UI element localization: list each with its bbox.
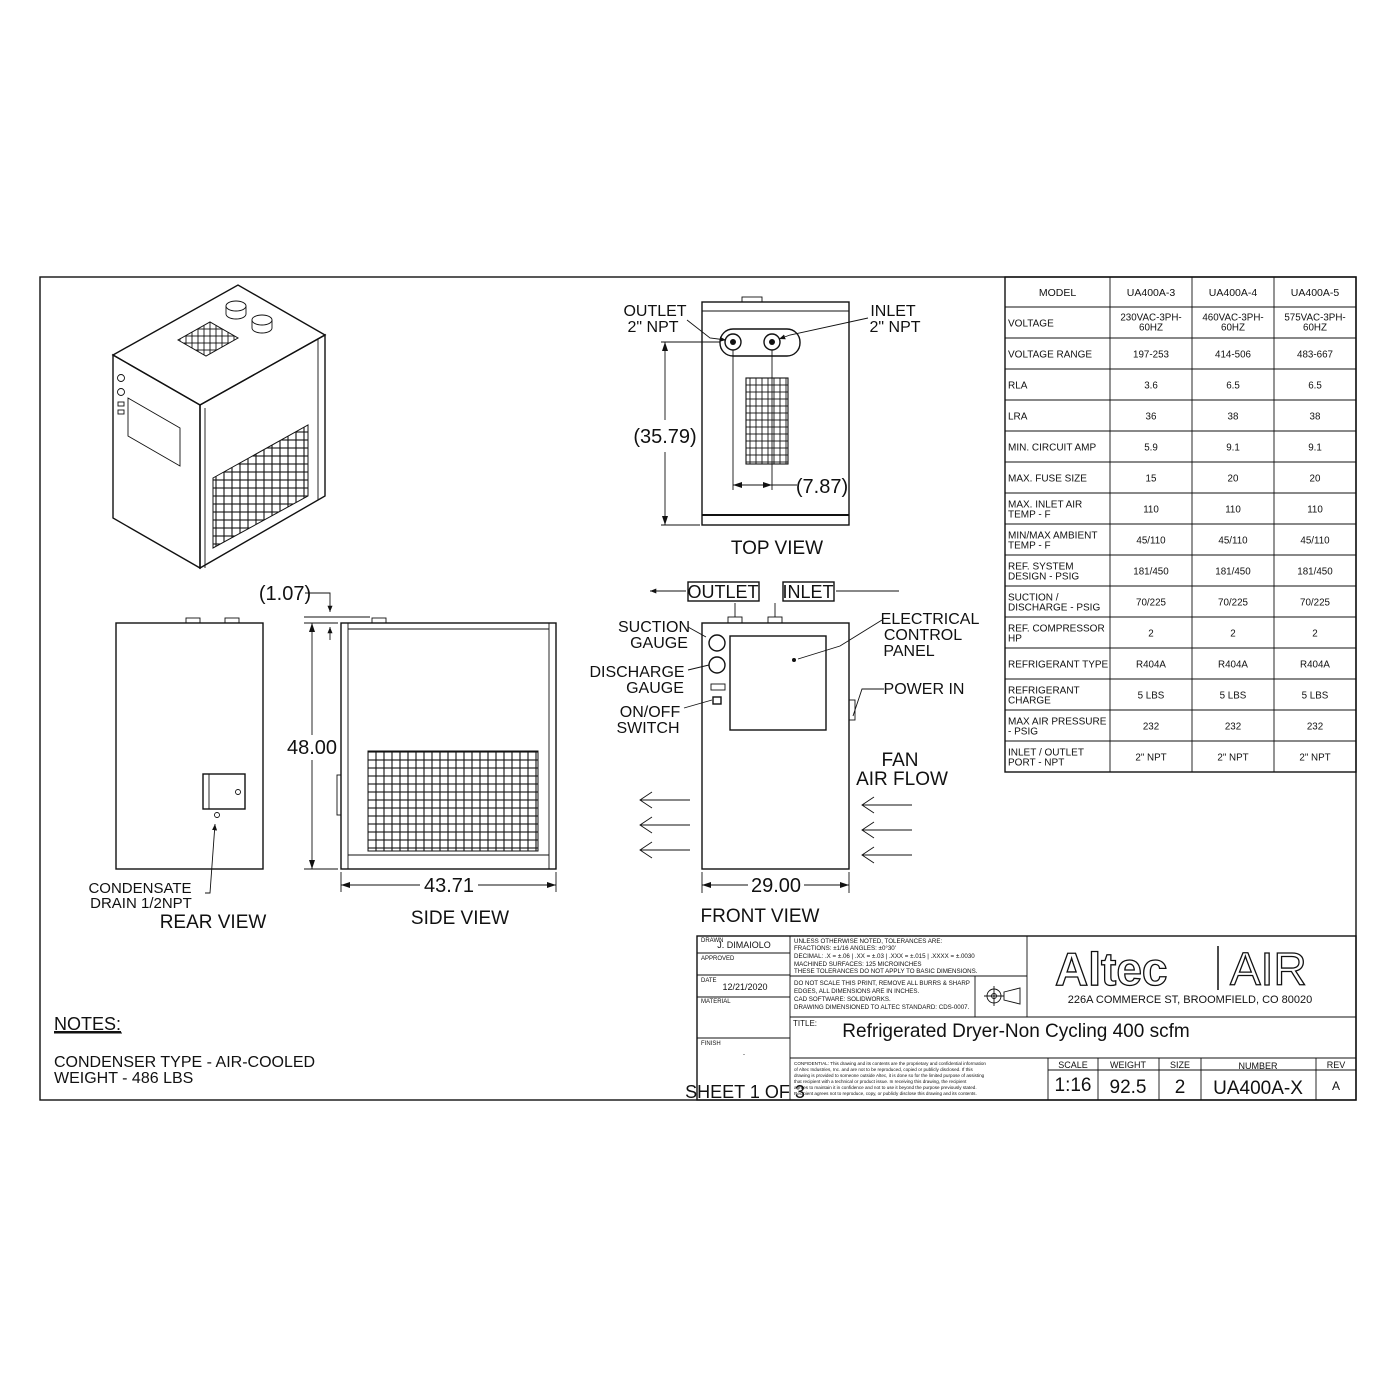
weight-value: 92.5 bbox=[1109, 1077, 1147, 1098]
number-label: NUMBER bbox=[1238, 1061, 1278, 1071]
table-cell: 181/450 bbox=[1215, 566, 1251, 578]
table-cell: 60HZ bbox=[1303, 322, 1327, 334]
table-cell: 45/110 bbox=[1300, 535, 1330, 547]
table-cell: 70/225 bbox=[1218, 597, 1248, 609]
sheet-number: SHEET 1 OF 3 bbox=[685, 1082, 805, 1102]
table-row-label: RLA bbox=[1008, 380, 1028, 392]
table-cell: 20 bbox=[1227, 473, 1239, 485]
table-cell: 414-506 bbox=[1215, 349, 1251, 361]
finish-value: - bbox=[743, 1052, 745, 1058]
rear-view-caption: REAR VIEW bbox=[159, 912, 267, 933]
company-address: 226A COMMERCE ST, BROOMFIELD, CO 80020 bbox=[1067, 994, 1313, 1006]
suction-gauge-symbol bbox=[709, 635, 725, 651]
front-inlet-label: INLET bbox=[782, 582, 834, 602]
table-cell: 2 bbox=[1230, 628, 1236, 640]
scale-value: 1:16 bbox=[1054, 1075, 1092, 1096]
table-cell: 6.5 bbox=[1226, 380, 1240, 392]
table-cell: R404A bbox=[1136, 659, 1166, 671]
on-off-switch-symbol bbox=[713, 697, 721, 704]
table-cell: 232 bbox=[1306, 721, 1324, 733]
weight-label: WEIGHT bbox=[1110, 1060, 1146, 1070]
side-view-caption: SIDE VIEW bbox=[410, 908, 510, 929]
depth-dimension: (35.79) bbox=[633, 426, 697, 448]
size-label: SIZE bbox=[1169, 1060, 1191, 1070]
tolerance-line: MACHINED SURFACES: 125 MICROINCHES bbox=[794, 961, 922, 968]
width-dimension: 29.00 bbox=[750, 875, 802, 897]
approved-label: APPROVED bbox=[701, 956, 735, 962]
table-row-label: HP bbox=[1008, 633, 1022, 645]
table-row-label: DISCHARGE - PSIG bbox=[1008, 602, 1101, 614]
table-header-model-number: UA400A-3 bbox=[1126, 287, 1176, 299]
height-dimension: 48.00 bbox=[286, 737, 338, 759]
table-cell: R404A bbox=[1218, 659, 1248, 671]
table-cell: 575VAC-3PH- bbox=[1284, 312, 1346, 324]
table-cell: 6.5 bbox=[1308, 380, 1322, 392]
table-row-label: REF. SYSTEM bbox=[1008, 561, 1074, 573]
confidential-line: that recipient with a technical or product issue. In receiving this drawing, the recipient bbox=[794, 1079, 967, 1084]
drain-label-line-1: CONDENSATE bbox=[88, 880, 192, 897]
table-row-label: PORT - NPT bbox=[1008, 757, 1065, 769]
projection-symbol-icon bbox=[984, 986, 1020, 1006]
altec-air-logo bbox=[1055, 943, 1307, 995]
title-label: TITLE: bbox=[793, 1019, 818, 1028]
front-view-caption: FRONT VIEW bbox=[700, 906, 820, 927]
table-cell: 5 LBS bbox=[1219, 690, 1247, 702]
tolerance-line: FRACTIONS: ±1/16 ANGLES: ±0°30' bbox=[794, 945, 896, 952]
table-cell: 5 LBS bbox=[1301, 690, 1329, 702]
table-row-label: CHARGE bbox=[1008, 695, 1051, 707]
table-cell: 232 bbox=[1142, 721, 1160, 733]
table-cell: 15 bbox=[1145, 473, 1157, 485]
air-flow-label: AIR FLOW bbox=[856, 769, 948, 790]
table-cell: 60HZ bbox=[1221, 322, 1245, 334]
svg-text:AIR: AIR bbox=[1230, 943, 1307, 995]
date-value: 12/21/2020 bbox=[722, 982, 768, 992]
table-row-label: REFRIGERANT TYPE bbox=[1008, 659, 1109, 671]
drawn-by: J. DIMAIOLO bbox=[717, 940, 771, 950]
table-row-label: INLET / OUTLET bbox=[1008, 747, 1084, 759]
switch-label-1: ON/OFF bbox=[619, 704, 681, 721]
general-note-line: DO NOT SCALE THIS PRINT, REMOVE ALL BURRS & SHARP bbox=[794, 980, 970, 987]
inlet-label: INLET bbox=[870, 303, 916, 320]
table-cell: 9.1 bbox=[1226, 442, 1240, 454]
scale-label: SCALE bbox=[1058, 1060, 1088, 1070]
discharge-gauge-label-2: GAUGE bbox=[626, 680, 684, 697]
tolerance-line: DECIMAL: .X = ±.06 | .XX = ±.03 | .XXX = ±.015 | .XXXX = ±.0030 bbox=[794, 953, 975, 960]
table-row-label: MAX AIR PRESSURE bbox=[1008, 716, 1107, 728]
table-cell: 110 bbox=[1225, 504, 1241, 516]
rev-label: REV bbox=[1326, 1060, 1346, 1070]
confidential-line: drawing is provided to someone outside Altec, it is done so for the limited purpose of assisting bbox=[794, 1073, 985, 1078]
top-view-caption: TOP VIEW bbox=[730, 538, 824, 559]
table-header-model-number: UA400A-4 bbox=[1208, 287, 1258, 299]
table-cell: 5.9 bbox=[1144, 442, 1158, 454]
inlet-size-label: 2" NPT bbox=[869, 319, 921, 336]
finish-label: FINISH bbox=[701, 1041, 721, 1047]
table-cell: 5 LBS bbox=[1137, 690, 1165, 702]
spec-table bbox=[1005, 277, 1356, 772]
general-note-line: EDGES, ALL DIMENSIONS ARE IN INCHES. bbox=[794, 988, 920, 995]
table-cell: 2" NPT bbox=[1299, 752, 1331, 764]
table-row-label: REFRIGERANT bbox=[1008, 685, 1080, 697]
panel-label-2: CONTROL bbox=[883, 627, 963, 644]
front-outlet-label: OUTLET bbox=[687, 582, 759, 602]
notes-heading: NOTES: bbox=[54, 1014, 122, 1034]
tolerance-line: THESE TOLERANCES DO NOT APPLY TO BASIC DIMENSIONS. bbox=[794, 968, 978, 975]
table-row-label: VOLTAGE RANGE bbox=[1008, 349, 1093, 361]
table-cell: 45/110 bbox=[1136, 535, 1166, 547]
size-value: 2 bbox=[1174, 1077, 1186, 1098]
isometric-view bbox=[113, 285, 325, 568]
outlet-label: OUTLET bbox=[623, 303, 687, 320]
outlet-size-label: 2" NPT bbox=[627, 319, 679, 336]
table-cell: 181/450 bbox=[1133, 566, 1169, 578]
fan-label: FAN bbox=[881, 750, 919, 771]
table-cell: 45/110 bbox=[1218, 535, 1248, 547]
table-cell: 38 bbox=[1309, 411, 1321, 423]
port-height-dimension: (1.07) bbox=[258, 583, 312, 605]
table-row-label: MIN/MAX AMBIENT bbox=[1008, 530, 1098, 542]
table-row-label: TEMP - F bbox=[1008, 540, 1051, 552]
table-cell: 197-253 bbox=[1133, 349, 1169, 361]
table-cell: 2" NPT bbox=[1135, 752, 1167, 764]
table-row-label: TEMP - F bbox=[1008, 509, 1051, 521]
length-dimension: 43.71 bbox=[423, 875, 475, 897]
table-cell: 60HZ bbox=[1139, 322, 1163, 334]
table-cell: 232 bbox=[1224, 721, 1242, 733]
drawing-number: UA400A-X bbox=[1213, 1078, 1303, 1099]
table-row-label: MAX. FUSE SIZE bbox=[1008, 473, 1087, 485]
drain-label-line-2: DRAIN 1/2NPT bbox=[90, 895, 192, 912]
tolerance-line: UNLESS OTHERWISE NOTED, TOLERANCES ARE: bbox=[794, 938, 943, 945]
drawing-title: Refrigerated Dryer-Non Cycling 400 scfm bbox=[842, 1021, 1190, 1042]
rev-value: A bbox=[1331, 1079, 1341, 1093]
side-view bbox=[304, 593, 556, 892]
table-row-label: DESIGN - PSIG bbox=[1008, 571, 1080, 583]
power-in-label: POWER IN bbox=[883, 681, 965, 698]
table-cell: 110 bbox=[1143, 504, 1159, 516]
port-offset-dimension: (7.87) bbox=[795, 476, 849, 498]
svg-text:Altec: Altec bbox=[1055, 943, 1168, 995]
suction-gauge-label-2: GAUGE bbox=[630, 635, 688, 652]
switch-label-2: SWITCH bbox=[616, 720, 680, 737]
table-header-model-number: UA400A-5 bbox=[1290, 287, 1340, 299]
table-row-label: VOLTAGE bbox=[1008, 318, 1054, 330]
note-condenser-type: CONDENSER TYPE - AIR-COOLED bbox=[54, 1054, 316, 1071]
table-cell: 2 bbox=[1312, 628, 1318, 640]
table-cell: 70/225 bbox=[1300, 597, 1330, 609]
general-note-line: CAD SOFTWARE: SOLIDWORKS. bbox=[794, 996, 891, 1003]
table-cell: 70/225 bbox=[1136, 597, 1166, 609]
table-row-label: - PSIG bbox=[1008, 726, 1039, 738]
discharge-gauge-symbol bbox=[709, 657, 725, 673]
rear-view bbox=[116, 618, 263, 893]
date-label: DATE bbox=[701, 978, 717, 984]
electrical-control-panel bbox=[730, 636, 826, 730]
panel-label-3: PANEL bbox=[883, 643, 935, 660]
table-cell: 9.1 bbox=[1308, 442, 1322, 454]
table-cell: 3.6 bbox=[1144, 380, 1158, 392]
suction-gauge-label-1: SUCTION bbox=[618, 619, 690, 636]
table-header-model: MODEL bbox=[1038, 287, 1077, 299]
table-row-label: MAX. INLET AIR bbox=[1008, 499, 1083, 511]
note-weight: WEIGHT - 486 LBS bbox=[54, 1070, 194, 1087]
table-cell: 38 bbox=[1227, 411, 1239, 423]
confidential-line: Recipient agrees not to reproduce, copy, or publicly disclose this drawing and its contents. bbox=[794, 1091, 977, 1096]
confidential-line: of Altec Industries, Inc. and are not to be reproduced, copied or publicly disclosed. If this bbox=[794, 1067, 973, 1072]
confidential-line: CONFIDENTIAL: This drawing and its contents are the proprietary and confidential information bbox=[794, 1061, 986, 1066]
table-cell: 110 bbox=[1307, 504, 1323, 516]
table-row-label: LRA bbox=[1008, 411, 1028, 423]
table-cell: 2 bbox=[1148, 628, 1154, 640]
table-row-label: SUCTION / bbox=[1008, 592, 1059, 604]
panel-label-1: ELECTRICAL bbox=[880, 611, 980, 628]
table-row-label: REF. COMPRESSOR bbox=[1008, 623, 1105, 635]
table-cell: 460VAC-3PH- bbox=[1202, 312, 1264, 324]
drawn-label: DRAWN bbox=[701, 938, 724, 944]
table-cell: 20 bbox=[1309, 473, 1321, 485]
table-cell: 2" NPT bbox=[1217, 752, 1249, 764]
table-cell: 230VAC-3PH- bbox=[1120, 312, 1182, 324]
material-label: MATERIAL bbox=[701, 999, 731, 1005]
general-note-line: DRAWING DIMENSIONED TO ALTEC STANDARD: CDS-0007. bbox=[794, 1004, 970, 1011]
table-cell: 483-667 bbox=[1297, 349, 1333, 361]
table-cell: R404A bbox=[1300, 659, 1330, 671]
table-cell: 181/450 bbox=[1297, 566, 1333, 578]
table-row-label: MIN. CIRCUIT AMP bbox=[1008, 442, 1097, 454]
discharge-gauge-label-1: DISCHARGE bbox=[589, 664, 685, 681]
table-cell: 36 bbox=[1145, 411, 1157, 423]
confidential-line: agrees to maintain it in confidence and not to use it beyond the purpose previously stated. bbox=[794, 1085, 977, 1090]
